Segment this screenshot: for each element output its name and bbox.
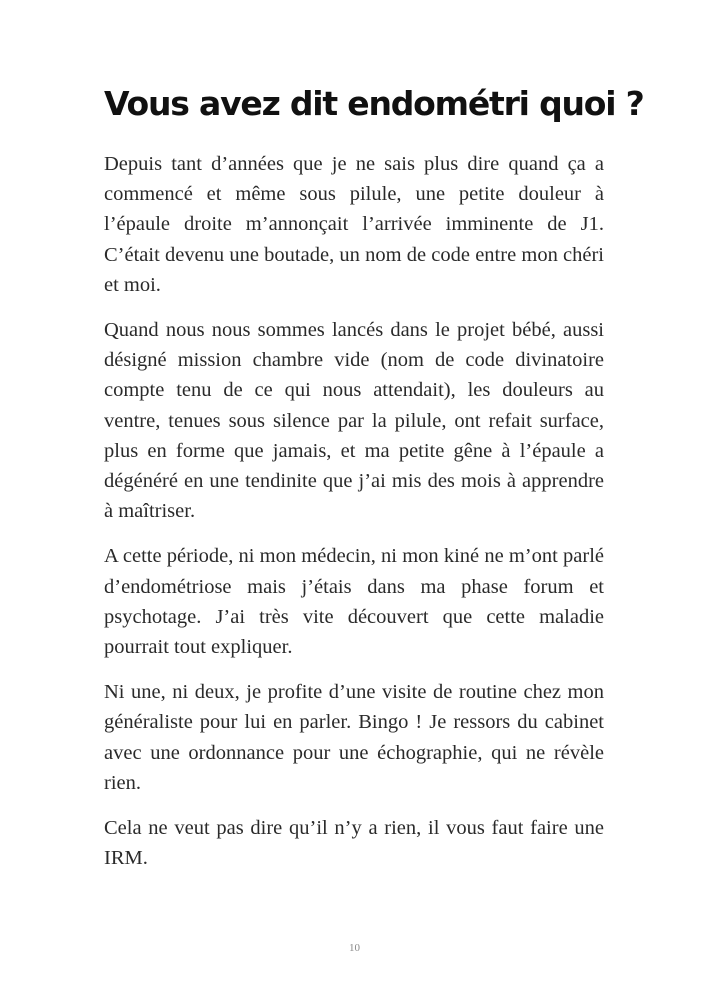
page-title: Vous avez dit endométri quoi ? (104, 84, 644, 123)
body-text (104, 149, 604, 888)
paragraph-1: Depuis tant d’années que je ne sais plus dire quand ça a commencé et même sous pilule, une petite douleur à l’épaule droite m’annonçait l’arrivée imminente de J1. C’était devenu une boutade, un nom de code entre mon chéri et moi. (104, 153, 604, 296)
paragraph-2: Quand nous nous sommes lancés dans le projet bébé, aussi désigné mission chambre vide (nom de code divinatoire compte tenu de ce qui nous attendait), les douleurs au ventre, tenues sous silence par la pilule, ont refait surface, plus en forme que jamais, et ma petite gêne à l’épaule a dégénéré en une tendinite que j’ai mis des mois à apprendre à maîtriser. (104, 319, 604, 523)
paragraph-3: A cette période, ni mon médecin, ni mon kiné ne m’ont parlé d’endométriose mais j’étais dans ma phase forum et psychotage. J’ai très vite découvert que cette maladie pourrait tout expliquer. (104, 545, 604, 659)
paragraph-5: Cela ne veut pas dire qu’il n’y a rien, il vous faut faire une IRM. (104, 817, 604, 870)
paragraph-4: Ni une, ni deux, je profite d’une visite de routine chez mon généraliste pour lui en parler. Bingo ! Je ressors du cabinet avec une ordonnance pour une échographie, qui ne révèle rien. (104, 681, 604, 794)
page-number: 10 (349, 942, 360, 954)
